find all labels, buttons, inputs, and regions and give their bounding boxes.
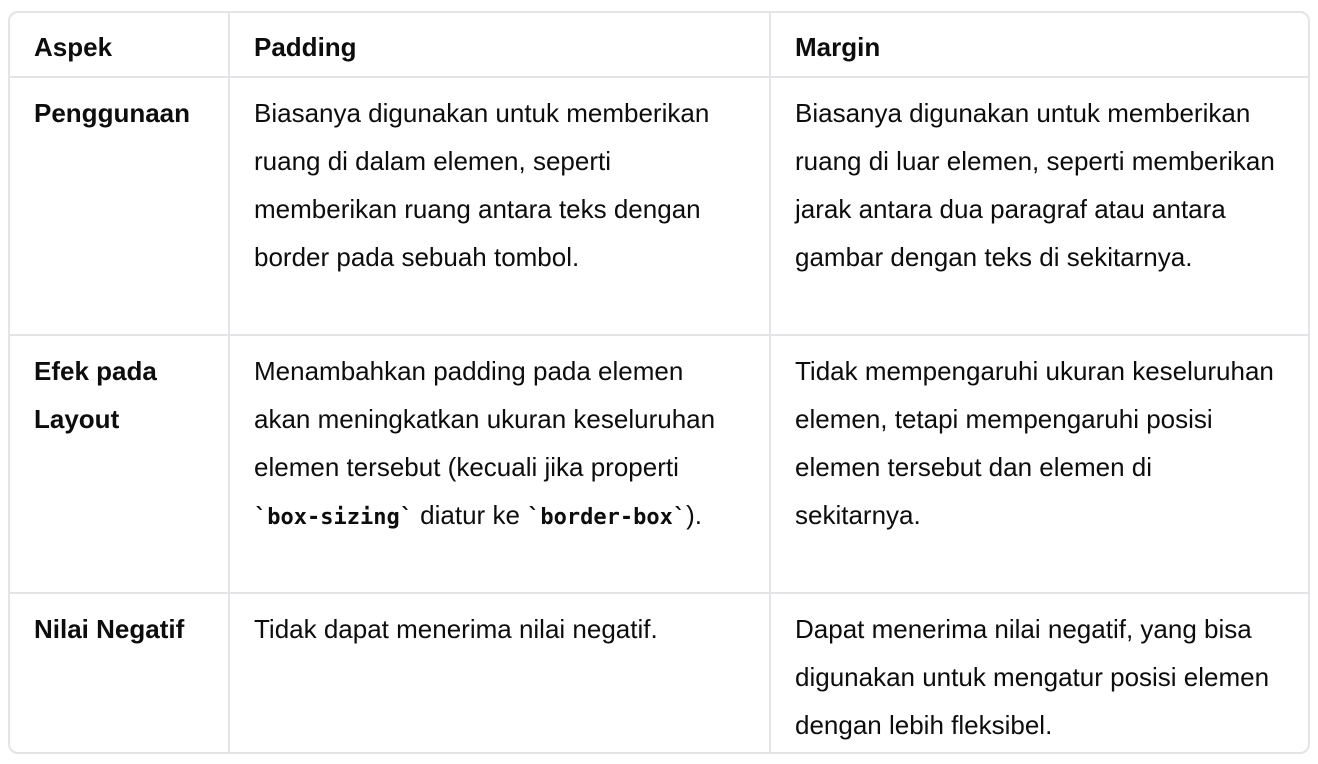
table-row: [10, 593, 1308, 754]
header-row: [10, 13, 1308, 77]
padding-text-middle: diatur ke: [412, 500, 528, 530]
margin-cell: Tidak mempengaruhi ukuran keseluruhan elemen, tetapi mempengaruhi posisi elemen tersebut dan elemen di sekitarnya.: [770, 335, 1308, 593]
header-padding: Padding: [229, 13, 770, 77]
comparison-table: [8, 11, 1310, 754]
table-header: [10, 13, 1308, 77]
table-body: [10, 77, 1308, 754]
padding-cell: Biasanya digunakan untuk memberikan ruang di dalam elemen, seperti memberikan ruang antara teks dengan border pada sebuah tombol.: [229, 77, 770, 335]
aspect-cell: Nilai Negatif: [10, 593, 229, 754]
code-border-box: `border-box`: [527, 505, 687, 530]
aspect-cell: Penggunaan: [10, 77, 229, 335]
header-aspect: Aspek: [10, 13, 229, 77]
margin-cell: Dapat menerima nilai negatif, yang bisa digunakan untuk mengatur posisi elemen dengan lebih fleksibel.: [770, 593, 1308, 754]
header-margin: Margin: [770, 13, 1308, 77]
code-box-sizing: `box-sizing`: [254, 505, 413, 530]
comparison-table-grid: [10, 13, 1308, 754]
aspect-cell: Efek pada Layout: [10, 335, 229, 593]
padding-cell: [229, 335, 770, 593]
padding-cell: Tidak dapat menerima nilai negatif.: [229, 593, 770, 754]
padding-text-after: ).: [686, 500, 702, 530]
table-row: [10, 335, 1308, 593]
margin-cell: Biasanya digunakan untuk memberikan ruang di luar elemen, seperti memberikan jarak antara dua paragraf atau antara gambar dengan teks di sekitarnya.: [770, 77, 1308, 335]
padding-text-before: Menambahkan padding pada elemen akan meningkatkan ukuran keseluruhan elemen tersebut (kecuali jika properti: [254, 356, 716, 482]
table-row: [10, 77, 1308, 335]
